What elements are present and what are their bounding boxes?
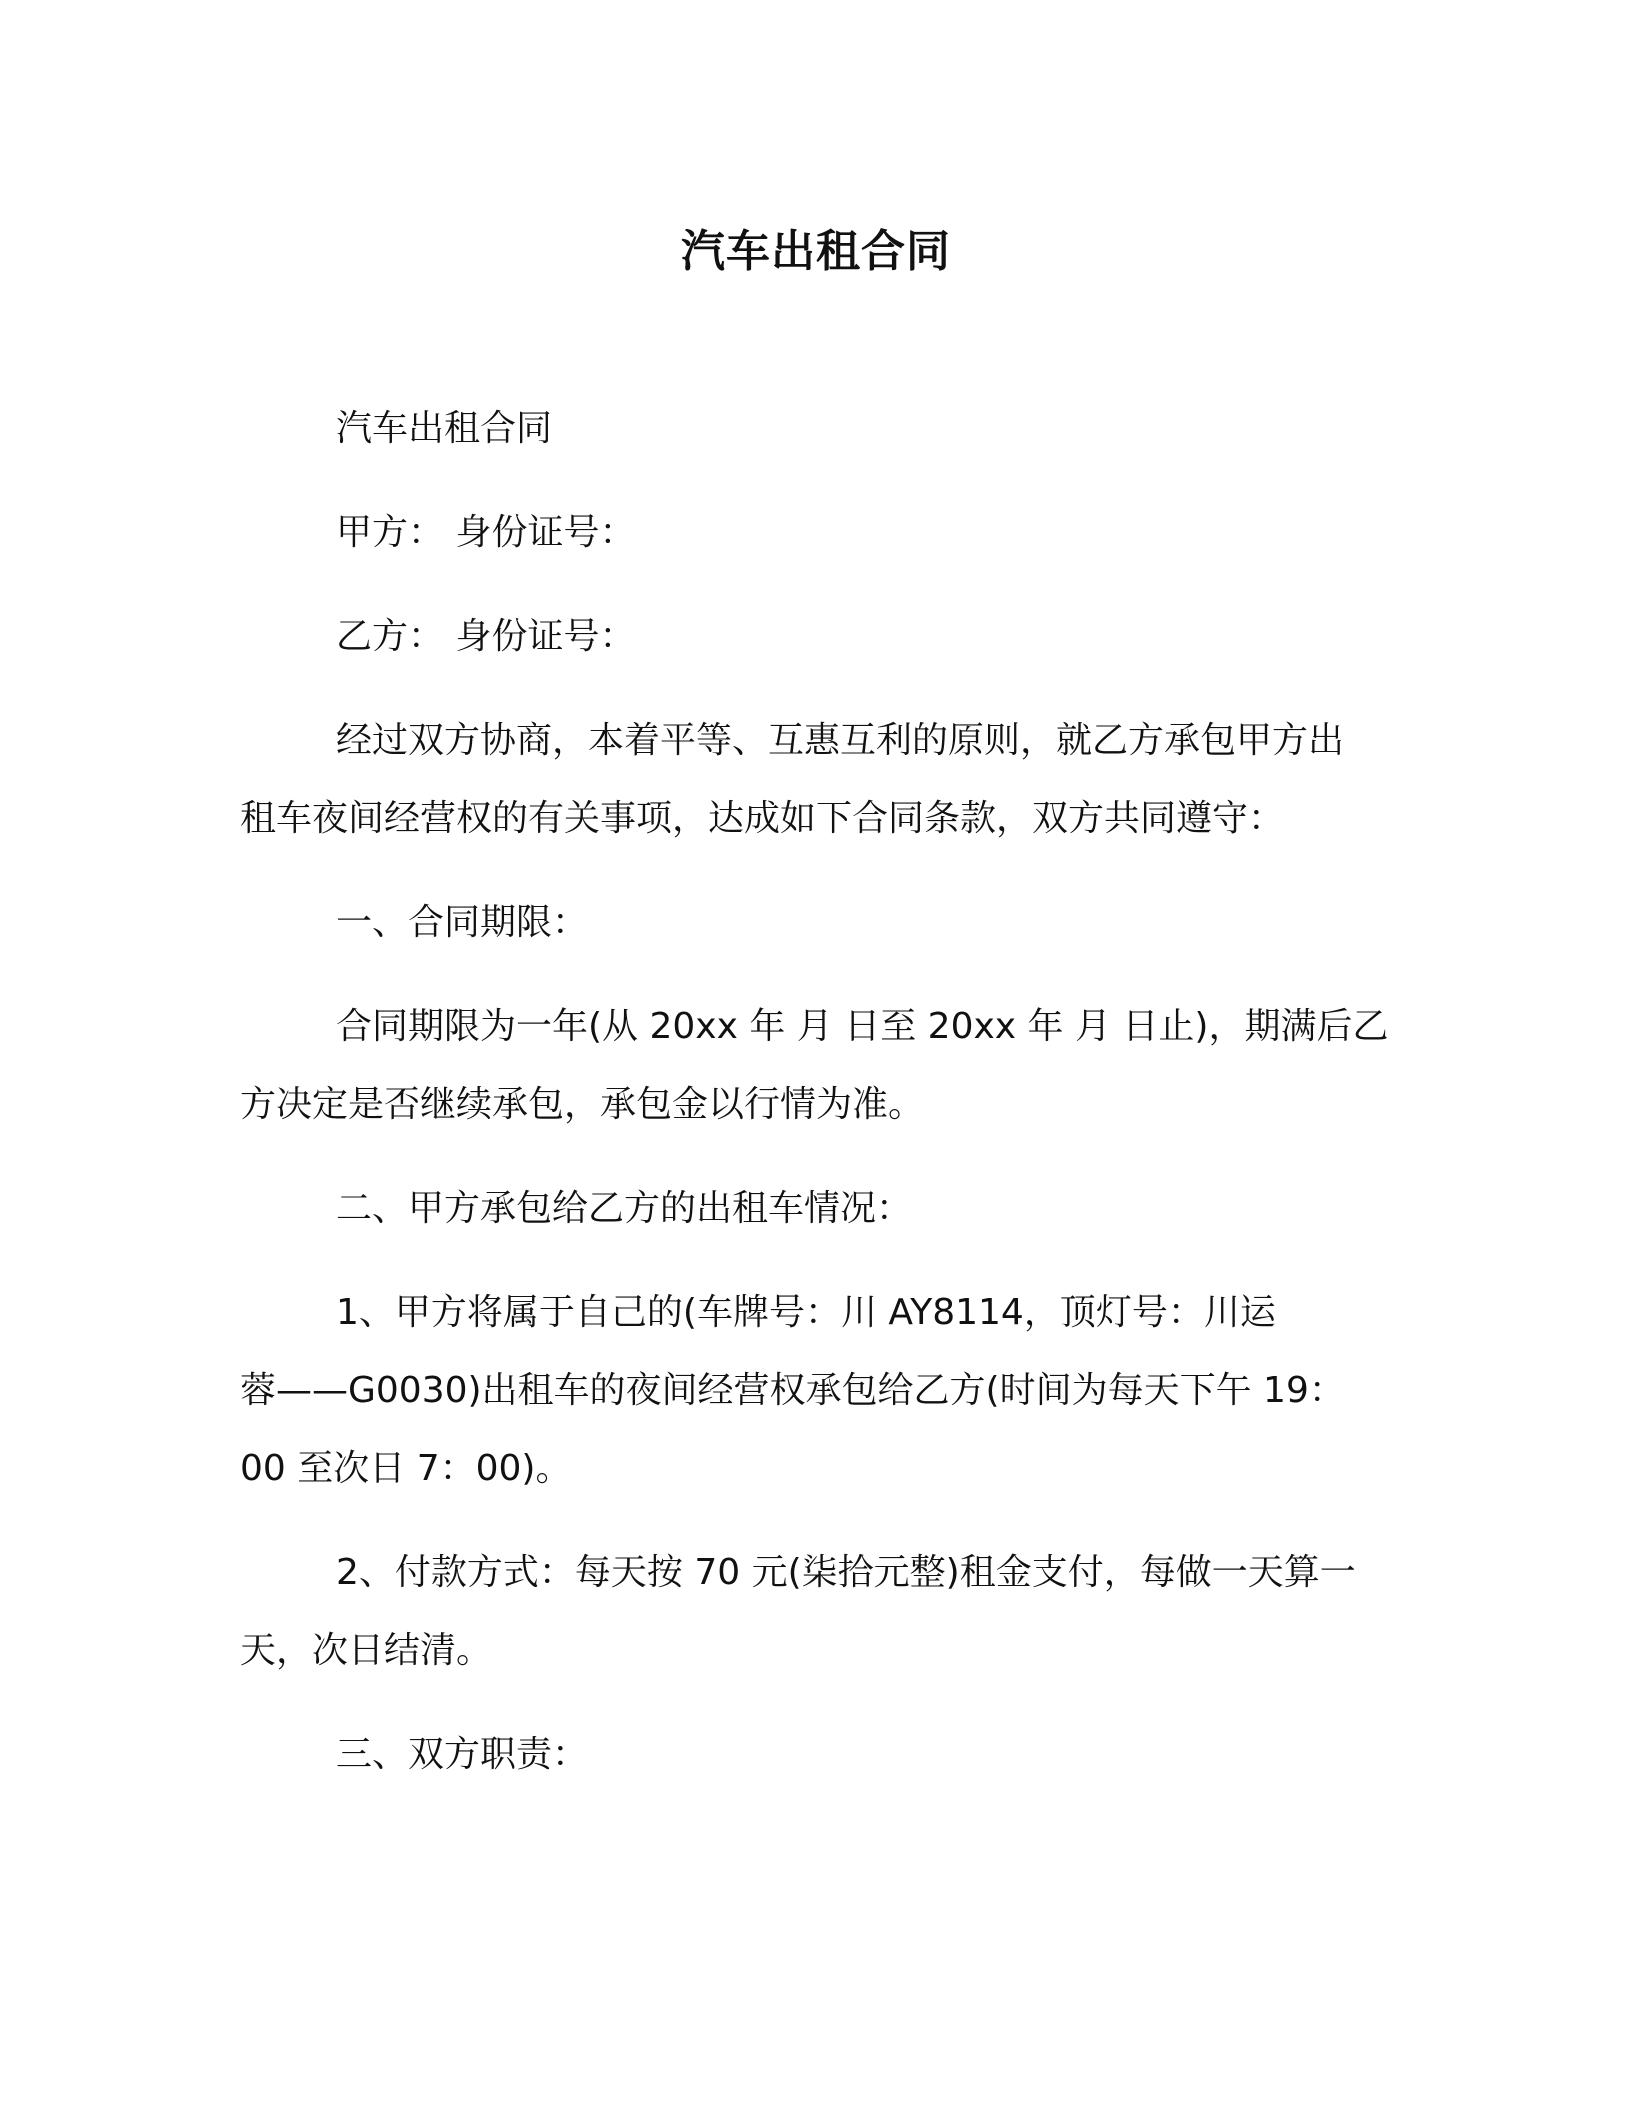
- paragraph-line: 租车夜间经营权的有关事项，达成如下合同条款，双方共同遵守：: [240, 798, 1285, 839]
- paragraph-line: 汽车出租合同: [336, 408, 553, 449]
- document-title: 汽车出租合同: [681, 226, 951, 277]
- paragraph-line: 方决定是否继续承包，承包金以行情为准。: [240, 1084, 925, 1125]
- paragraph-line: 三、双方职责：: [336, 1734, 589, 1775]
- paragraph-vehicle-details: [240, 1274, 1380, 1508]
- paragraph-term: [240, 988, 1389, 1144]
- paragraph-line: 00 至次日 7：00)。: [240, 1448, 572, 1489]
- paragraph-line: 经过双方协商，本着平等、互惠互利的原则，就乙方承包甲方出: [336, 720, 1345, 761]
- section-heading-vehicle: [336, 1170, 1380, 1248]
- paragraph-preamble: [240, 702, 1380, 858]
- paragraph-line: 合同期限为一年(从 20xx 年 月 日至 20xx 年 月 日止)，期满后乙: [336, 1006, 1389, 1047]
- paragraph-party-a: [336, 494, 1380, 572]
- paragraph-payment: [240, 1534, 1380, 1690]
- paragraph-line: 蓉——G0030)出租车的夜间经营权承包给乙方(时间为每天下午 19：: [240, 1370, 1345, 1411]
- paragraph-line: 天，次日结清。: [240, 1630, 493, 1671]
- paragraph-line: 甲方： 身份证号：: [336, 512, 636, 553]
- section-heading-term: [336, 884, 1380, 962]
- paragraph-line: 2、付款方式：每天按 70 元(柒拾元整)租金支付，每做一天算一: [336, 1552, 1356, 1593]
- paragraph-line: 1、甲方将属于自己的(车牌号：川 AY8114，顶灯号：川运: [336, 1292, 1276, 1333]
- paragraph-line: 一、合同期限：: [336, 902, 589, 943]
- paragraph-heading: [336, 390, 1380, 468]
- paragraph-party-b: [336, 598, 1380, 676]
- document-body: [240, 390, 1389, 1820]
- section-heading-duties: [336, 1716, 1380, 1794]
- paragraph-line: 乙方： 身份证号：: [336, 616, 636, 657]
- paragraph-line: 二、甲方承包给乙方的出租车情况：: [336, 1188, 913, 1229]
